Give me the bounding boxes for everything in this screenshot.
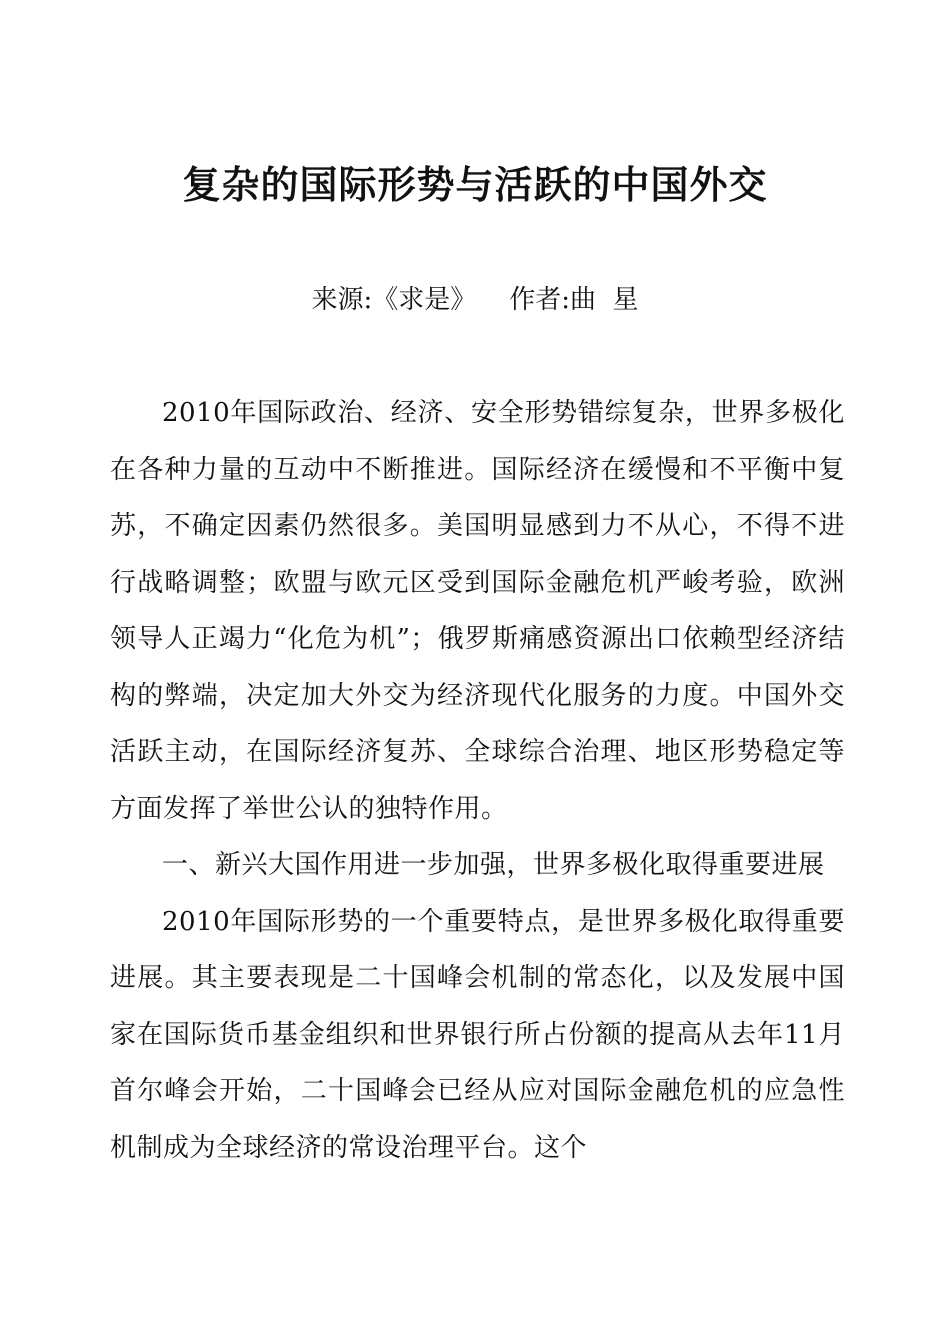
section-heading: 一、新兴大国作用进一步加强，世界多极化取得重要进展 [162,850,825,880]
document-title: 复杂的国际形势与活跃的中国外交 [182,162,768,207]
body-text [110,385,845,1176]
byline: 来源:《求是》 作者:曲 星 [311,285,639,315]
paragraph: 2010年国际形势的一个重要特点，是世界多极化取得重要进展。其主要表现是二十国峰会机制的常态化，以及发展中国家在国际货币基金组织和世界银行所占份额的提高从去年11月首尔峰会开始，二十国峰会已经从应对国际金融危机的应急性机制成为全球经济的常设治理平台。这个 [110,906,845,1163]
paragraph: 2010年国际政治、经济、安全形势错综复杂，世界多极化在各种力量的互动中不断推进。国际经济在缓慢和不平衡中复苏，不确定因素仍然很多。美国明显感到力不从心，不得不进行战略调整；欧盟与欧元区受到国际金融危机严峻考验，欧洲领导人正竭力“化危为机”；俄罗斯痛感资源出口依赖型经济结构的弊端，决定加大外交为经济现代化服务的力度。中国外交活跃主动，在国际经济复苏、全球综合治理、地区形势稳定等方面发挥了举世公认的独特作用。 [110,398,845,824]
